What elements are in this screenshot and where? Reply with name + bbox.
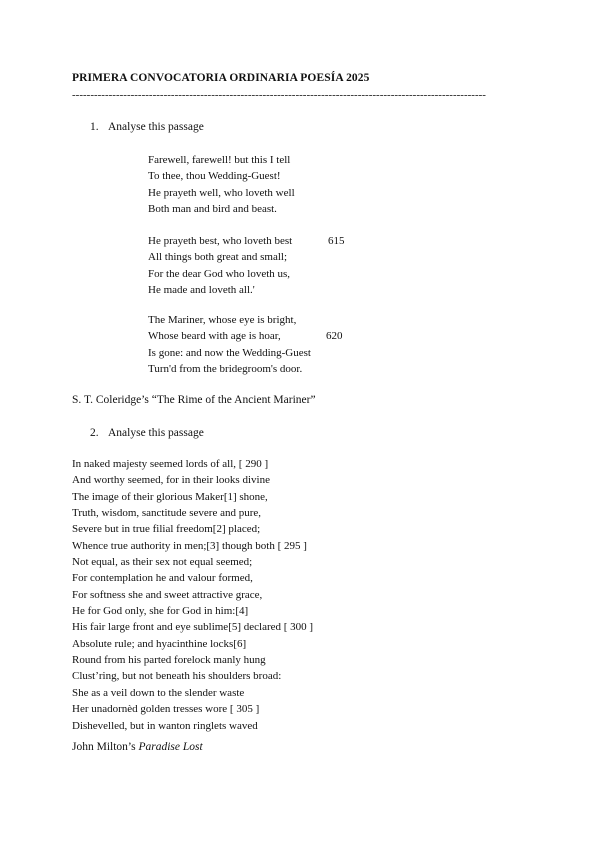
poem-line: He prayeth best, who loveth best 615 [148,233,292,249]
line-number: 615 [328,235,345,247]
poem-line: Not equal, as their sex not equal seemed; [72,556,253,569]
page-title: PRIMERA CONVOCATORIA ORDINARIA POESÍA 2025 [72,72,370,84]
poem-line: He for God only, she for God in him:[4] [72,605,249,618]
poem-line: To thee, thou Wedding-Guest! [148,170,281,183]
question-2-number: 2. [90,427,99,439]
milton-credit [72,741,203,753]
poem-line: Dishevelled, but in wanton ringlets waved [72,719,258,732]
question-2-prompt: Analyse this passage [108,427,204,439]
coleridge-credit: S. T. Coleridge’s “The Rime of the Ancient Mariner” [72,394,316,406]
question-1-number: 1. [90,121,99,133]
stanza-3 [148,312,343,377]
poem-line: Her unadornèd golden tresses wore [ 305 ] [72,703,260,716]
poem-line: Turn'd from the bridegroom's door. [148,362,303,375]
milton-passage [72,456,313,734]
stanza-1 [148,152,295,217]
poem-line: And worthy seemed, for in their looks divine [72,474,270,487]
poem-line: All things both great and small; [148,251,288,264]
poem-line: For softness she and sweet attractive grace, [72,588,263,601]
stanza-2 [148,233,345,298]
poem-line: Absolute rule; and hyacinthine locks[6] [72,637,247,650]
poem-line: Is gone: and now the Wedding-Guest [148,346,311,359]
poem-line: Severe but in true filial freedom[2] placed; [72,523,261,536]
poem-line: The image of their glorious Maker[1] shone, [72,490,268,503]
milton-credit-author: John Milton’s [72,741,136,753]
poem-line: Both man and bird and beast. [148,202,277,215]
line-number: 620 [326,330,343,343]
poem-line: Whose beard with age is hoar, 620 [148,328,311,344]
poem-line: The Mariner, whose eye is bright, [148,314,297,326]
poem-line: Round from his parted forelock manly hung [72,654,266,667]
poem-line: He prayeth well, who loveth well [148,186,295,199]
poem-line: For contemplation he and valour formed, [72,572,253,585]
poem-line: For the dear God who loveth us, [148,267,291,280]
question-1-heading [90,121,204,133]
poem-line: She as a veil down to the slender waste [72,686,245,699]
poem-line: Farewell, farewell! but this I tell [148,154,291,166]
poem-line: Whence true authority in men;[3] though both [ 295 ] [72,539,307,552]
poem-line: In naked majesty seemed lords of all, [ 290 ] [72,458,269,470]
poem-line: He made and loveth all.' [148,283,255,296]
milton-credit-title: Paradise Lost [138,741,203,753]
poem-line: His fair large front and eye sublime[5] declared [ 300 ] [72,621,314,634]
dashed-rule: ----------------------------------------------------------------------------------------------------------------- [72,89,486,101]
question-2-heading [90,427,204,439]
poem-line: Clust’ring, but not beneath his shoulders broad: [72,670,282,683]
question-1-prompt: Analyse this passage [108,121,204,133]
poem-line: Truth, wisdom, sanctitude severe and pure, [72,507,262,520]
